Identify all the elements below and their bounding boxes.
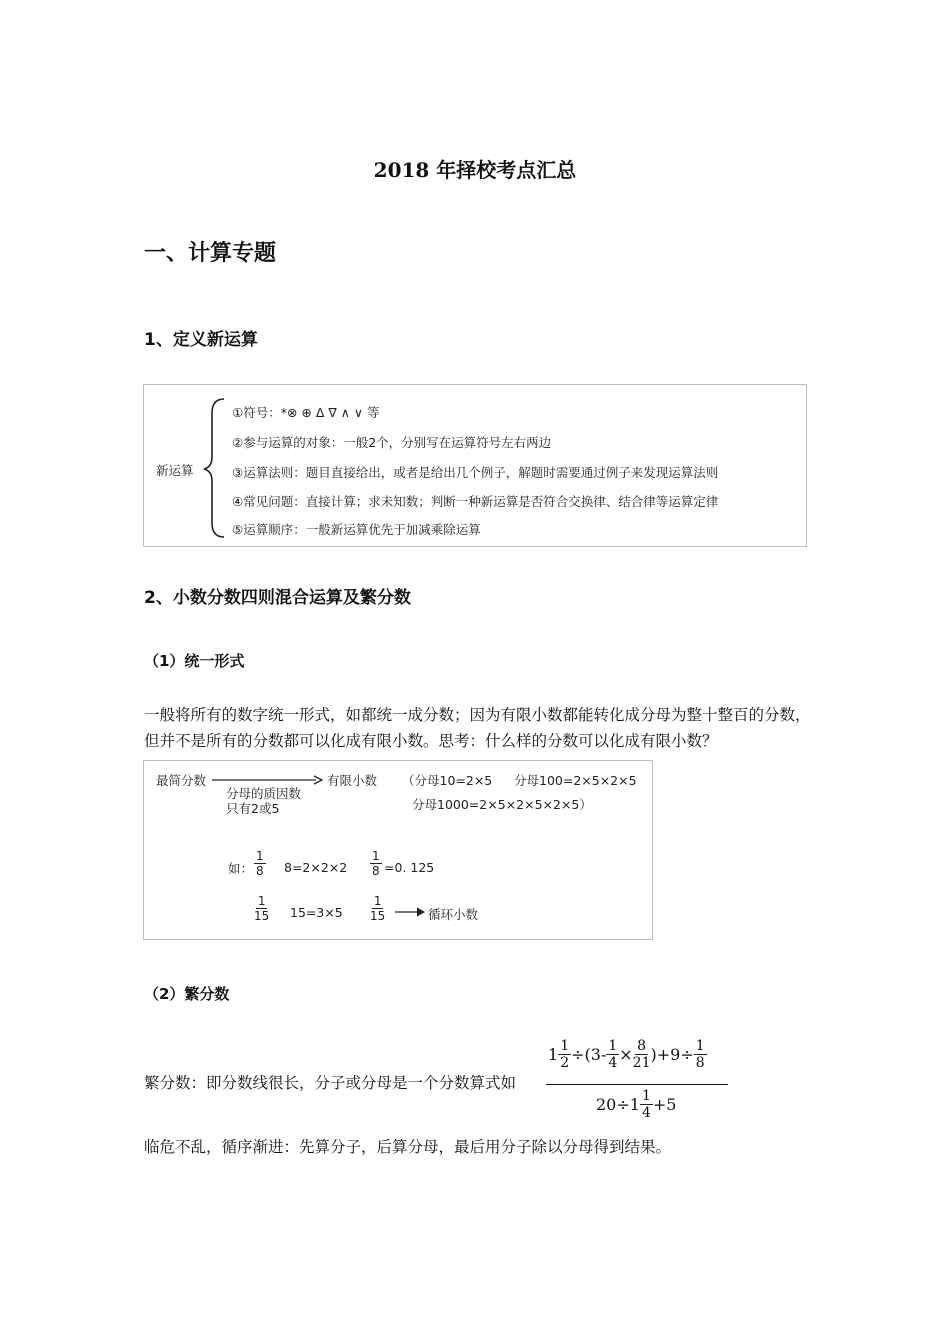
example-prefix: 如： — [228, 861, 254, 876]
numerator: 1 — [608, 1038, 618, 1054]
repeating-decimal-label: 循环小数 — [428, 907, 479, 922]
factorization-15: 15=3×5 — [290, 905, 343, 920]
operator: 20÷1 — [596, 1095, 640, 1114]
denominator: 2 — [560, 1055, 570, 1071]
numerator: 8 — [637, 1038, 647, 1054]
rule-item-3: ③运算法则：题目直接给出，或者是给出几个例子，解题时需要通过例子来发现运算法则 — [232, 465, 719, 480]
rule-item-1: ①符号：*⊗ ⊕ Δ ∇ ∧ ∨ 等 — [232, 405, 380, 420]
numerator: 1 — [372, 849, 380, 863]
numerator: 1 — [560, 1038, 570, 1054]
numerator: 1 — [373, 894, 382, 908]
formula-denominator — [596, 1088, 676, 1121]
numerator: 1 — [695, 1038, 705, 1054]
complex-fraction-formula — [546, 1038, 732, 1132]
curly-brace-icon — [200, 395, 230, 541]
denominator: 15 — [370, 909, 386, 923]
new-operation-diagram — [143, 384, 807, 547]
decimal-value: =0. 125 — [384, 860, 435, 875]
paragraph-complex-fraction: 繁分数：即分数线很长，分子或分母是一个分数算式如 — [144, 1074, 517, 1092]
fraction-bar — [546, 1084, 728, 1085]
denominator: 4 — [641, 1105, 651, 1121]
rule-item-5: ⑤运算顺序：一般新运算优先于加减乘除运算 — [232, 522, 481, 537]
paragraph-unify-form: 一般将所有的数字统一形式，如都统一成分数；因为有限小数都能转化成分母为整十整百的分数，但并不是所有的分数都可以化成有限小数。思考：什么样的分数可以化成有限小数？ — [144, 706, 811, 750]
new-operation-label: 新运算 — [156, 463, 194, 478]
numerator: 1 — [257, 894, 266, 908]
rule-item-2: ②参与运算的对象：一般2个，分别写在运算符号左右两边 — [232, 435, 552, 450]
fraction-one-eighth — [254, 849, 266, 878]
numerator: 1 — [256, 849, 264, 863]
paragraph-strategy: 临危不乱，循序渐进：先算分子，后算分母，最后用分子除以分母得到结果。 — [144, 1138, 672, 1156]
operator: ÷(3- — [571, 1045, 607, 1064]
subsection-heading-2: 2、小数分数四则混合运算及繁分数 — [144, 588, 411, 608]
part-heading-1: （1）统一形式 — [144, 652, 245, 670]
operator: +5 — [652, 1095, 677, 1114]
fraction-one-fifteenth — [254, 894, 269, 923]
rule-item-4: ④常见问题：直接计算；求未知数；判断一种新运算是否符合交换律、结合律等运算定律 — [232, 494, 719, 509]
document-title: 2018 年择校考点汇总 — [373, 158, 577, 182]
subsection-heading-1: 1、定义新运算 — [144, 330, 258, 350]
operator: )+9÷ — [650, 1045, 694, 1064]
denominator: 21 — [632, 1055, 651, 1071]
numerator: 1 — [641, 1088, 651, 1104]
example-denominator-1000: 分母1000=2×5×2×5×2×5） — [412, 797, 592, 812]
arrow-condition-top: 分母的质因数 — [226, 786, 302, 801]
arrow-right-icon — [395, 906, 425, 918]
denominator: 8 — [372, 864, 380, 878]
formula-numerator — [548, 1038, 707, 1071]
denominator: 8 — [695, 1055, 705, 1071]
part-heading-2: （2）繁分数 — [144, 985, 230, 1003]
fraction-one-eighth-2 — [370, 849, 382, 878]
finite-decimal-label: 有限小数 — [327, 773, 378, 788]
fraction-one-fifteenth-2 — [370, 894, 385, 923]
example-denominator-10: （分母10=2×5 — [402, 773, 493, 788]
example-denominator-100: 分母100=2×5×2×5 — [514, 773, 637, 788]
simplest-fraction-label: 最简分数 — [156, 773, 207, 788]
denominator: 4 — [608, 1055, 618, 1071]
whole-number: 1 — [548, 1045, 559, 1064]
section-heading: 一、计算专题 — [144, 241, 277, 266]
denominator: 8 — [256, 864, 264, 878]
denominator: 15 — [254, 909, 270, 923]
arrow-condition-bottom: 只有2或5 — [226, 801, 280, 816]
fraction-decimal-diagram — [143, 760, 653, 940]
factorization-8: 8=2×2×2 — [284, 860, 348, 875]
operator: × — [619, 1045, 633, 1064]
